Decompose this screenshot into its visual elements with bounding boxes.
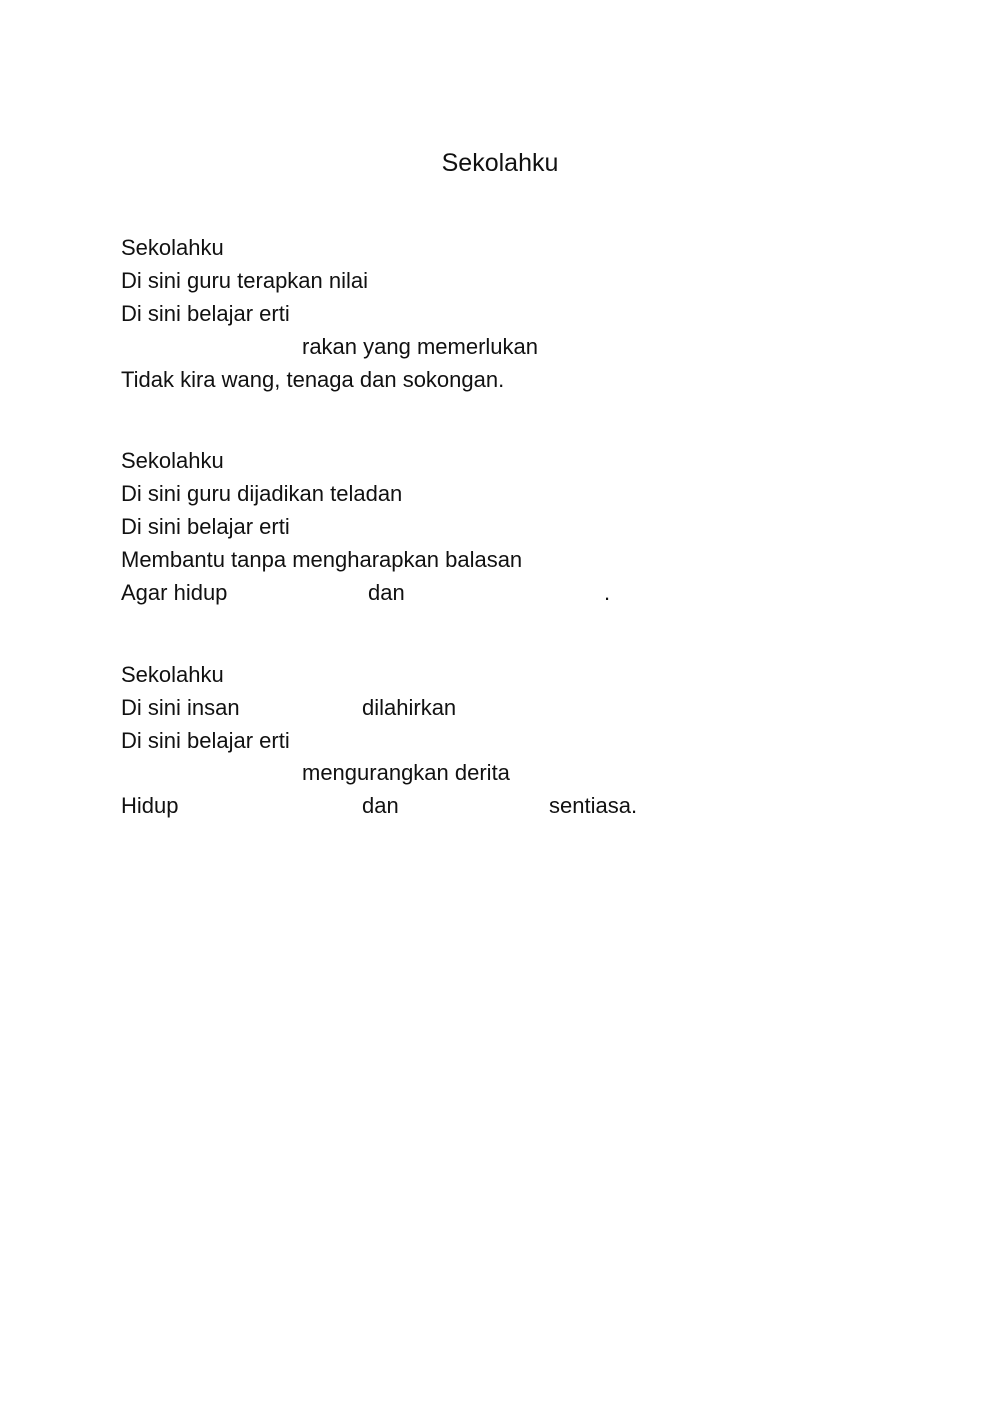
stanza-2-line-1: Sekolahku [121,448,224,473]
stanza-2-line-5-part-1: Agar hidup [121,580,228,605]
stanza-3-line-2-part-1: Di sini insan [121,695,240,720]
stanza-1-line-4: rakan yang memerlukan [302,334,539,359]
stanza-1-line-2: Di sini guru terapkan nilai [121,268,369,293]
page-title: Sekolahku [441,149,559,177]
stanza-3-line-3: Di sini belajar erti [121,728,290,753]
stanza-2-line-4: Membantu tanpa mengharapkan balasan [121,547,523,572]
stanza-3-line-5-part-2: dan [362,793,399,818]
stanza-3-line-2-part-2: dilahirkan [362,695,457,720]
stanza-3-line-5-part-3: sentiasa. [549,793,638,818]
stanza-3-line-1: Sekolahku [121,662,224,687]
stanza-2-line-2: Di sini guru dijadikan teladan [121,481,403,506]
stanza-3-line-4: mengurangkan derita [302,760,510,785]
stanza-1-line-3: Di sini belajar erti [121,301,290,326]
stanza-1-line-1: Sekolahku [121,235,224,260]
stanza-2-line-5-part-3: . [604,580,611,605]
stanza-1-line-5: Tidak kira wang, tenaga dan sokongan. [121,367,505,392]
stanza-2-line-5-part-2: dan [368,580,405,605]
stanza-3-line-5-part-1: Hidup [121,793,179,818]
stanza-2-line-3: Di sini belajar erti [121,514,290,539]
